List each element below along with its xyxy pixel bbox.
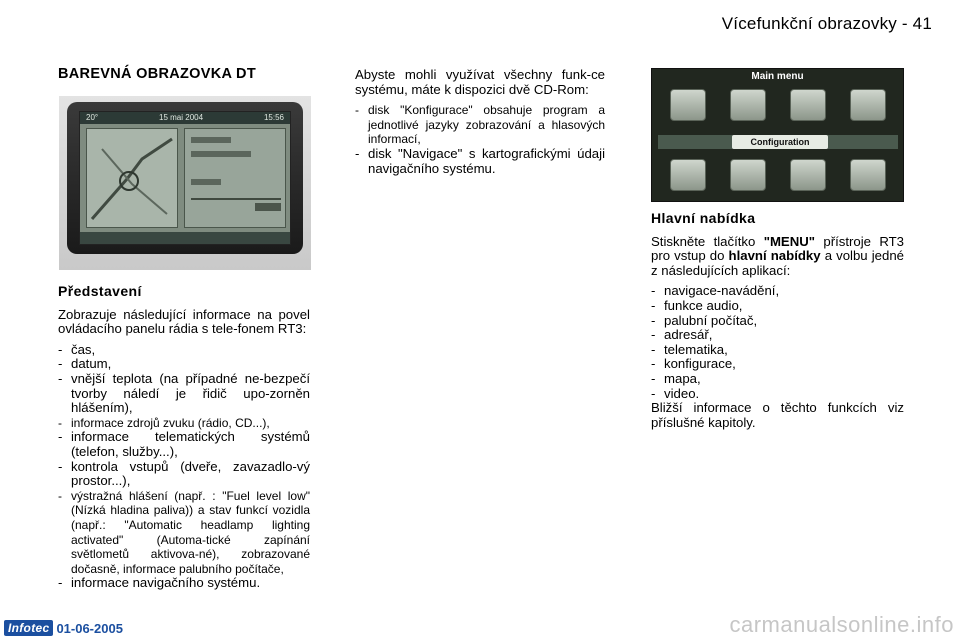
list-item: - vnější teplota (na případné ne-bezpečí tvorby náledí je řidič upo-zorněn hlášením),	[58, 372, 310, 416]
list-item: - adresář,	[651, 328, 904, 343]
list-item: - výstražná hlášení (např. : "Fuel level low" (Nízká hladina paliva)) a stav funkcí vozidla (např.: "Automatic headlamp lighting activated" (Automa-tické zapínání světlometů aktivova-né), zobrazované dočasně, informace palubního počítače,	[58, 489, 310, 577]
intro-text: přístroje RT3 pro vstup do	[651, 233, 904, 264]
computer-icon	[790, 89, 826, 121]
list-item: - konfigurace,	[651, 357, 904, 372]
list-item: - čas,	[58, 343, 310, 358]
menu-title: Main menu	[751, 71, 804, 82]
cd-list	[355, 103, 605, 176]
middle-column	[355, 68, 605, 176]
rt3-screen-photo	[59, 96, 311, 270]
screen-map-panel	[86, 128, 178, 228]
info-panel-graphic	[185, 129, 287, 229]
main-heading: BAREVNÁ OBRAZOVKA DT	[58, 66, 256, 82]
list-item: - navigace-navádění,	[651, 284, 904, 299]
list-item: - telematika,	[651, 343, 904, 358]
cd-intro-paragraph: Abyste mohli využívat všechny funk-ce systému, máte k dispozici dvě CD-Rom:	[355, 67, 605, 97]
left-column	[58, 64, 310, 82]
intro-text: a volbu jedné z následujících aplikací:	[651, 248, 905, 278]
watermark: carmanualsonline.info	[729, 612, 954, 637]
video-icon	[850, 159, 886, 191]
screen-info-panel	[184, 128, 286, 228]
main-menu-keyword: hlavní nabídky	[728, 248, 821, 264]
screen-bottom-bar	[80, 232, 290, 244]
list-item: - funkce audio,	[651, 299, 904, 314]
menu-keyword: "MENU"	[763, 233, 816, 249]
screen-time: 15:56	[263, 113, 284, 122]
list-item: - disk "Navigace" s kartografickými údaji navigačního systému.	[355, 147, 605, 176]
intro-text: Stiskněte tlačítko	[651, 233, 764, 249]
list-item: - palubní počítač,	[651, 314, 904, 329]
telematics-icon	[670, 159, 706, 191]
navigation-icon	[670, 89, 706, 121]
footer-date: 01-06-2005	[56, 620, 123, 636]
page-title: Vícefunkční obrazovky - 41	[721, 14, 932, 33]
list-item: - informace zdrojů zvuku (rádio, CD...),	[58, 416, 310, 431]
infotec-logo: Infotec	[4, 620, 53, 636]
map-roads-icon	[87, 129, 179, 229]
section-title-predstaveni: Představení	[58, 283, 142, 299]
list-item: - mapa,	[651, 372, 904, 387]
menu-intro-paragraph	[651, 235, 904, 279]
audio-cd-icon	[730, 89, 766, 121]
screen-bezel	[67, 102, 303, 254]
settings-sliders-icon	[730, 159, 766, 191]
menu-applications-list	[651, 284, 904, 401]
list-item: - video.	[651, 387, 904, 402]
menu-selected-item: Configuration	[732, 135, 828, 149]
main-menu-screenshot	[651, 68, 904, 202]
list-item: - informace telematických systémů (telefon, služby...),	[58, 430, 310, 459]
section-title-hlavni-nabidka: Hlavní nabídka	[651, 210, 756, 226]
list-item: - kontrola vstupů (dveře, zavazadlo-vý prostor...),	[58, 460, 310, 489]
screen-temperature: 20°	[86, 113, 99, 122]
info-list	[58, 343, 310, 591]
list-item: - informace navigačního systému.	[58, 576, 310, 591]
screen-date: 15 mai 2004	[159, 113, 204, 122]
screen-status-bar	[80, 112, 290, 124]
list-item: - datum,	[58, 357, 310, 372]
left-text-block	[58, 284, 310, 591]
right-text-block	[651, 211, 904, 430]
screen-display	[79, 111, 291, 245]
footer	[4, 620, 123, 636]
list-item: - disk "Konfigurace" obsahuje program a jednotlivé jazyky zobrazování a hlasových informací,	[355, 103, 605, 147]
outro-paragraph: Bližší informace o těchto funkcích viz příslušné kapitoly.	[651, 400, 904, 430]
intro-paragraph: Zobrazuje následující informace na povel ovládacího panelu rádia s tele-fonem RT3:	[58, 306, 310, 337]
address-book-icon	[850, 89, 886, 121]
map-icon	[790, 159, 826, 191]
